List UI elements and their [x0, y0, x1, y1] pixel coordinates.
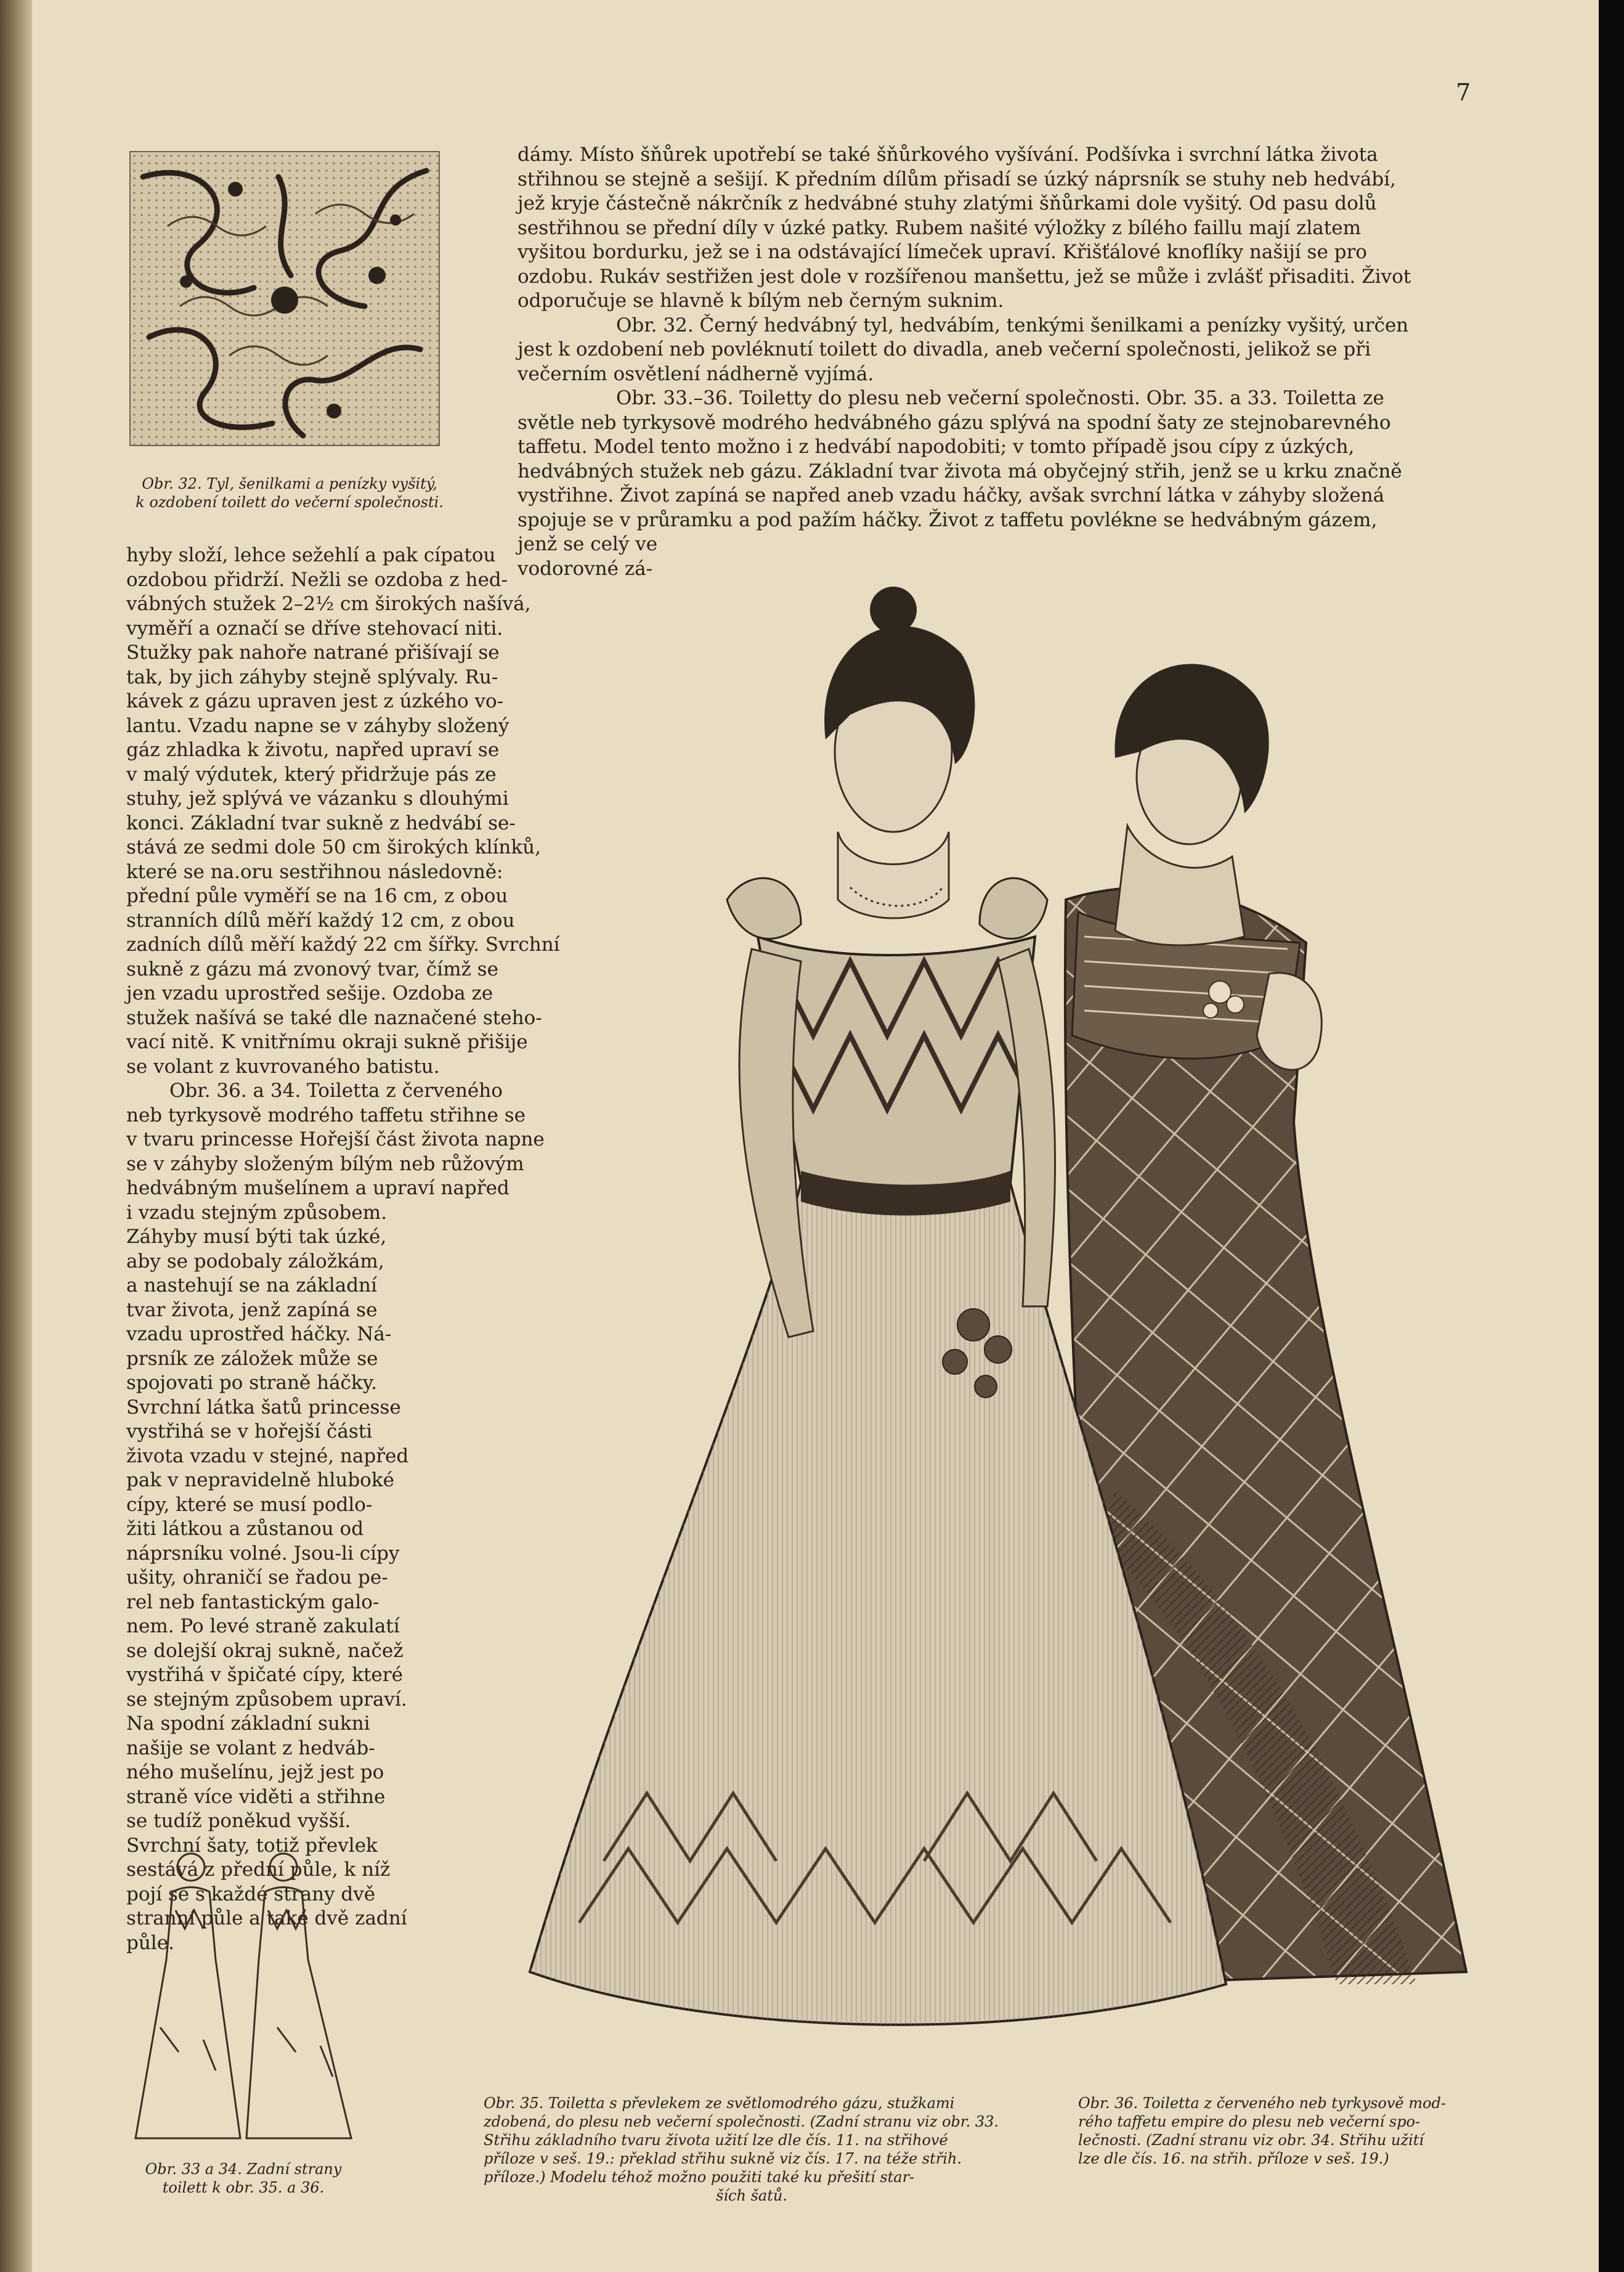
top-text-block: dámy. Místo šňůrek upotřebí se také šňůrkového vyšívání. Podšívka i svrchní látka života střihnou se stejně a sešijí. K předním dílům přisadí se úzký náprsník se stuhy neb hedvábí, jež kryje částečně nákrčník z hedvábné stuhy zlatými šňůrkami dole vyšitý. Od pasu dolů sestřihnou se přední díly v úzké patky. Rubem našité výložky z bílého faillu mají zlatem vyšitou bordurku, jež se i na odstávající límeček upraví. Křišťálové knoflíky našijí se pro ozdobu. Rukáv sestřižen jest dole v rozšířenou manšettu, jež se může i zvlášť přisaditi. Život odporučuje se hlavně k bílým neb černým suknim. Obr. 32. Černý hedvábný tyl, hedvábím, tenkými šenilkami a penízky vyšitý, určen jest k ozdobení neb povléknutí toilett do divadla, aneb večerní společnosti, jelikož se při večerním osvětlení nádherně vyjímá. Obr. 33.–36. Toiletty do plesu neb večerní společnosti. Obr. 35. a 33. Toiletta ze světle neb tyrkysově modrého hedvábného gázu splývá na spodní šaty ze stejnobarevného taffetu. Model tento možno i z hedvábí napodobiti; v tomto případě jsou cípy z úzkých, hedvábných stužek neb gázu. Základní tvar života má obyčejný střih, jenž se u krku značně vystřihne. Život zapíná se napřed aneb vzadu háčky, avšak svrchní látka v záhyby složená spojuje se v průramku a pod pažím háčky. Život z taffetu povlékne se hedvábným gázem, jenž se celý ve vodorovné zá- — [518, 144, 1411, 580]
back-view-sketch — [123, 1842, 367, 2151]
lace-embroidery-illustration — [129, 151, 440, 446]
fig32-caption: Obr. 32. Tyl, šenilkami a penízky vyšitý, k ozdobení toilett do večerní společnosti. — [136, 475, 444, 511]
binding-gutter — [0, 0, 32, 2272]
fig35-caption: Obr. 35. Toiletta s převlekem ze světlomodrého gázu, stužkami zdobená, do plesu neb večerní společnosti. (Zadní stranu viz obr. 33. Střihu základního tvaru života užití lze dle čís. 11. na střihové příloze v seš. 19.: překlad střihu sukně viz čís. 17. na téže střih. příloze.) Modelu téhož možno použiti také ku přešití star- ších šatů. — [484, 2095, 999, 2204]
scan-edge — [1599, 0, 1624, 2272]
left-column-text: hyby složí, lehce sežehlí a pak cípatou ozdobou přidrží. Nežli se ozdoba z hed- vábných stužek 2–2½ cm širokých našívá, vyměří a označí se dříve stehovací niti. Stužky pak nahoře natrané přišívají se tak, by jich záhyby stejně splývaly. Ru- kávek z gázu upraven jest z úzkého vo- lantu. Vzadu napne se v záhyby složený gáz zhladka k životu, napřed upraví se v malý výdutek, který přidržuje pás ze stuhy, jež splývá ve vázanku s dlouhými konci. Základní tvar sukně z hedvábí se- stává ze sedmi dole 50 cm širokých klínků, které se na.oru sestřihnou následovně: přední půle vyměří se na 16 cm, z obou stranních dílů měří každý 12 cm, z obou zadních dílů měří každý 22 cm šířky. Svrchní sukně z gázu má zvonový tvar, čímž se jen vzadu uprostřed sešije. Ozdoba ze stužek našívá se také dle naznačené steho- vací nitě. K vnitřnímu okraji sukně přišije se volant z kuvrovaného batistu. Obr. 36. a 34. Toiletta z červeného neb tyrkysově modrého taffetu střihne se v tvaru princesse Hořejší část života napne se v záhyby složeným bílým neb růžovým hedvábným mušelínem a upraví napřed i vzadu stejným způsobem. Záhyby musí býti tak úzké, aby se podobaly záložkám, a nastehují se na základní tvar života, jenž zapíná se vzadu uprostřed háčky. Ná- prsník ze záložek může se spojovati po straně háčky. Svrchní látka šatů princesse vystřihá se v hořejší části života vzadu v stejné, napřed pak v nepravidelně hluboké cípy, které se musí podlo- žiti látkou a zůstanou od náprsníku volné. Jsou-li cípy ušity, ohraničí se řadou pe- rel neb fantastickým galo- nem. Po levé straně zakulatí se dolejší okraj sukně, načež vystřihá v špičaté cípy, které se stejným způsobem upraví. Na spodní základní sukni našije se volant z hedváb- ného mušelínu, jejž jest po straně více viděti a střihne se tudíž poněkud vyšší. Svrchní šaty, totiž převlek sestává z přední půle, k níž pojí se s každé strany dvě stranní půle a také dvě zadní půle. — [126, 544, 560, 1954]
evening-gowns-illustration — [456, 567, 1528, 2077]
fig33-caption: Obr. 33 a 34. Zadní strany toilett k obr. 35. a 36. — [145, 2160, 342, 2196]
fig36-caption: Obr. 36. Toiletta z červeného neb tyrkysově mod- rého taffetu empire do plesu neb večerní spo- lečnosti. (Zadní stranu viz obr. 34. Střihu užití lze dle čís. 16. na střih. příloze v seš. 19.) — [1078, 2095, 1446, 2167]
page-number: 7 — [1456, 79, 1471, 106]
